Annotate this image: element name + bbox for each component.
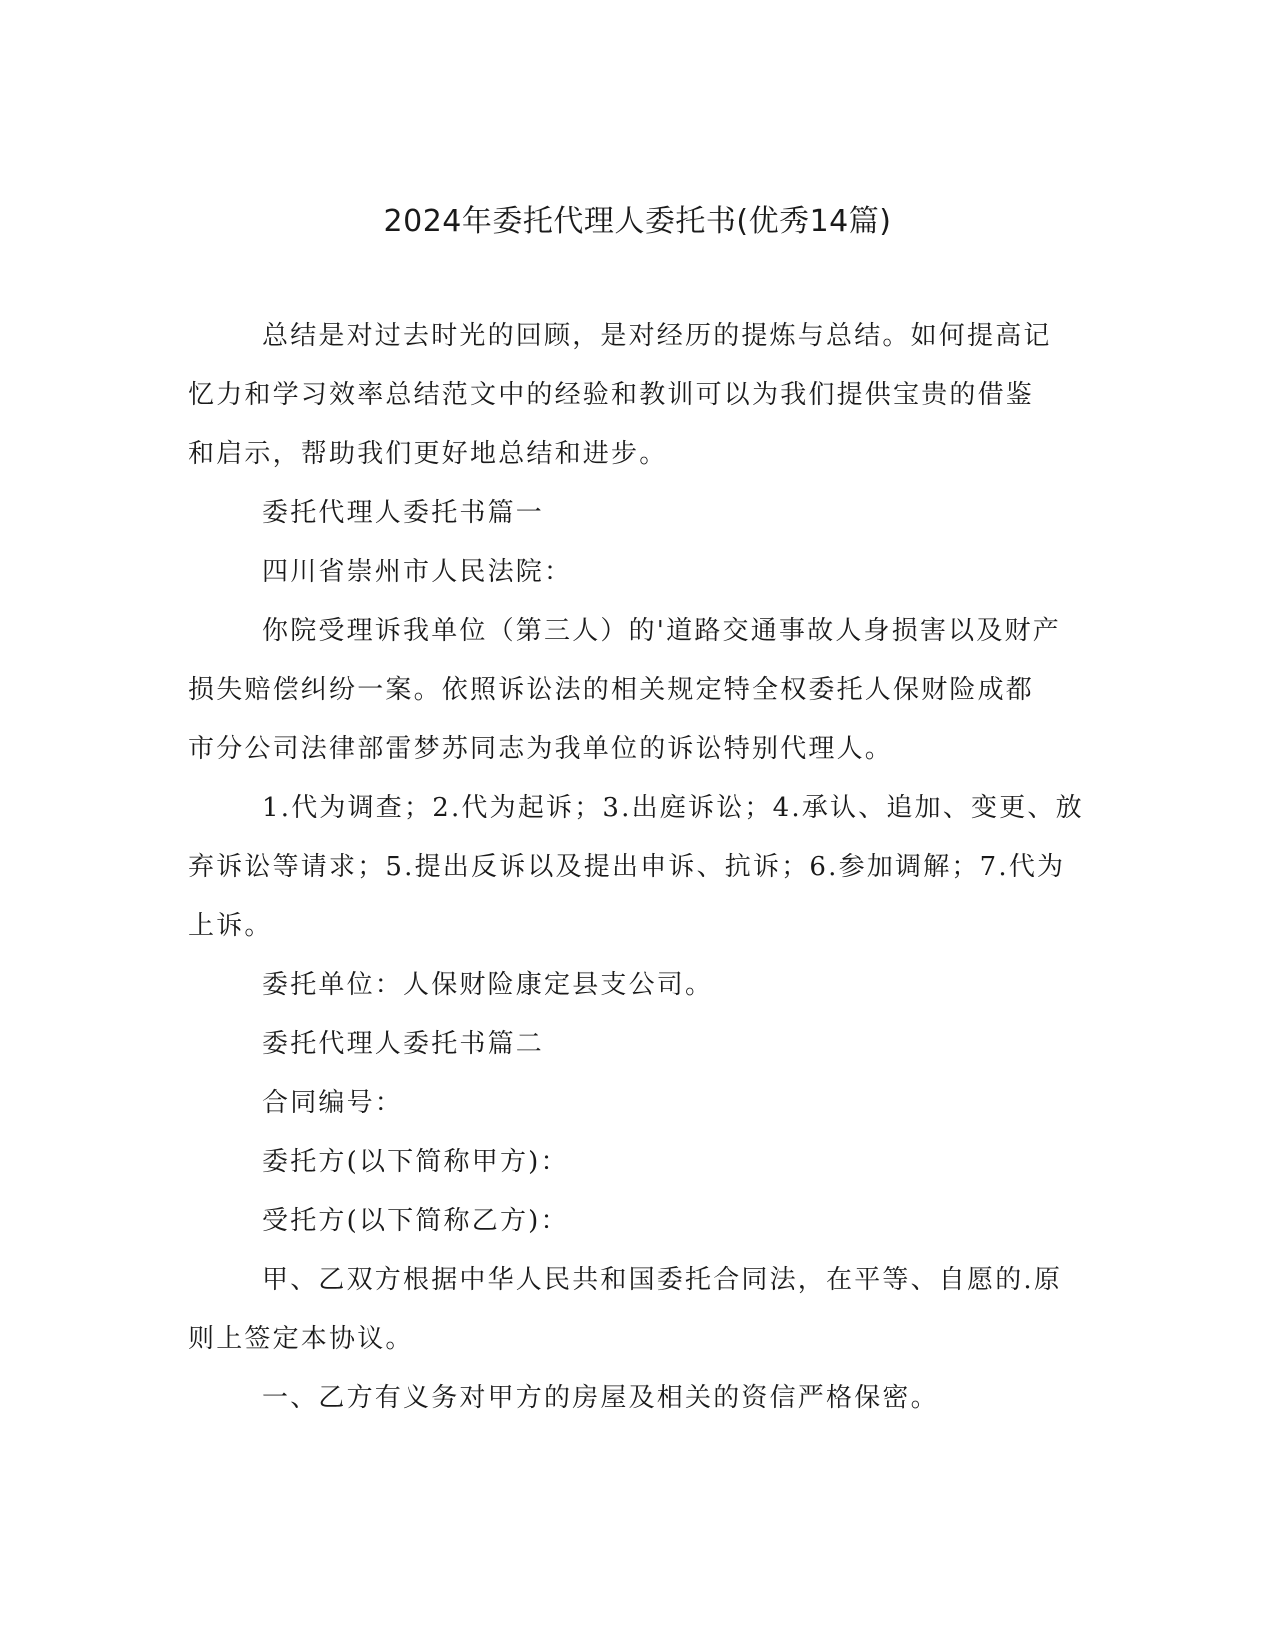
powers-line-2: 弃诉讼等请求；5.提出反诉以及提出申诉、抗诉；6.参加调解；7.代为	[188, 852, 1066, 882]
agreement-line-1: 甲、乙双方根据中华人民共和国委托合同法，在平等、自愿的.原	[262, 1265, 1063, 1295]
party-b-line: 受托方(以下简称乙方)：	[262, 1206, 569, 1236]
entrusting-unit-line: 委托单位：人保财险康定县支公司。	[262, 970, 714, 1000]
intro-line-2: 忆力和学习效率总结范文中的经验和教训可以为我们提供宝贵的借鉴	[188, 380, 1035, 410]
clause-1-line: 一、乙方有义务对甲方的房屋及相关的资信严格保密。	[262, 1383, 939, 1413]
addressee-line: 四川省崇州市人民法院：	[262, 557, 573, 587]
section-heading-2: 委托代理人委托书篇二	[262, 1029, 545, 1059]
party-a-line: 委托方(以下简称甲方)：	[262, 1147, 569, 1177]
body-line-3: 市分公司法律部雷梦苏同志为我单位的诉讼特别代理人。	[188, 734, 894, 764]
body-line-1: 你院受理诉我单位（第三人）的'道路交通事故人身损害以及财产	[262, 616, 1061, 646]
powers-line-1: 1.代为调查；2.代为起诉；3.出庭诉讼；4.承认、追加、变更、放	[262, 793, 1084, 823]
powers-line-3: 上诉。	[188, 911, 273, 941]
document-title: 2024年委托代理人委托书(优秀14篇)	[383, 204, 892, 239]
body-line-2: 损失赔偿纠纷一案。依照诉讼法的相关规定特全权委托人保财险成都	[188, 675, 1035, 705]
intro-line-3: 和启示，帮助我们更好地总结和进步。	[188, 439, 668, 469]
section-heading-1: 委托代理人委托书篇一	[262, 498, 545, 528]
agreement-line-2: 则上签定本协议。	[188, 1324, 414, 1354]
contract-number-line: 合同编号：	[262, 1088, 404, 1118]
intro-line-1: 总结是对过去时光的回顾，是对经历的提炼与总结。如何提高记	[262, 321, 1052, 351]
